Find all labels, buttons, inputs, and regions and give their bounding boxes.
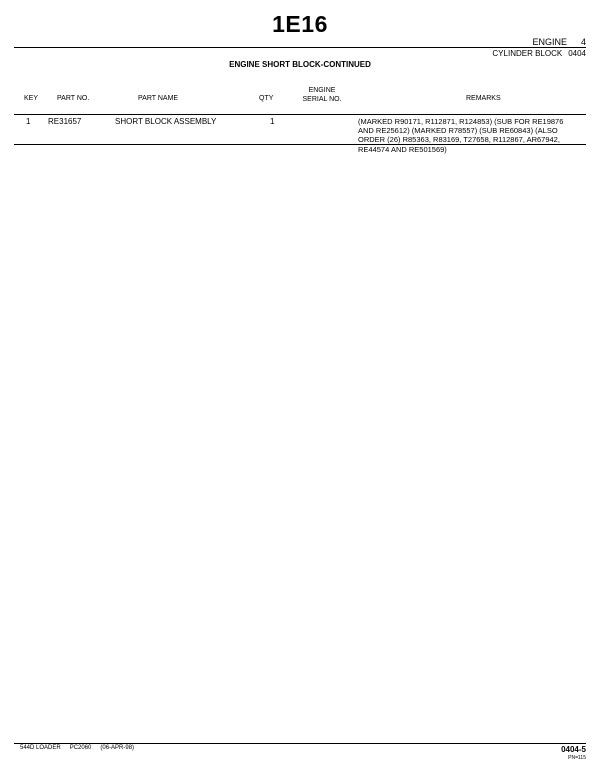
footer-page-code: PN=115 (568, 755, 586, 761)
column-header-qty: QTY (259, 95, 274, 102)
top-divider (14, 47, 586, 48)
footer-model: 544D LOADER (20, 745, 61, 751)
footer-page-number: 0404-5 (561, 745, 586, 754)
bottom-divider (14, 743, 586, 744)
section-line (532, 37, 586, 47)
column-header-part-no: PART NO. (57, 95, 90, 102)
footer-catalog: PC2060 (69, 745, 92, 751)
subsection-number: 0404 (568, 49, 586, 58)
footer-date: (06-APR-98) (100, 745, 135, 751)
row-part-no: RE31657 (48, 117, 82, 126)
column-header-serial-line1: ENGINE (308, 87, 336, 94)
page-title: ENGINE SHORT BLOCK-CONTINUED (229, 60, 371, 69)
subsection-name: CYLINDER BLOCK (492, 49, 563, 58)
row-part-name: SHORT BLOCK ASSEMBLY (115, 117, 217, 126)
fiche-id: 1E16 (272, 11, 328, 37)
row-divider (14, 144, 586, 145)
column-header-serial-line2: SERIAL NO. (302, 96, 342, 103)
subsection-line (492, 49, 586, 58)
section-name: ENGINE (532, 37, 567, 47)
column-header-remarks: REMARKS (466, 95, 501, 102)
column-header-serial-no (300, 86, 344, 104)
column-header-part-name: PART NAME (138, 95, 179, 102)
column-header-key: KEY (24, 95, 39, 102)
row-qty: 1 (270, 117, 275, 126)
row-key: 1 (26, 117, 31, 126)
section-number: 4 (580, 37, 586, 47)
header-divider (14, 114, 586, 115)
row-remarks: (MARKED R90171, R112871, R124853) (SUB FOR RE19876 AND RE25612) (MARKED R78557) (SUB RE60843) (ALSO ORDER (26) R85363, R83169, T27658, R112867, AR67942, RE44574 AND RE501569) (358, 117, 564, 154)
footer-info (20, 745, 143, 751)
